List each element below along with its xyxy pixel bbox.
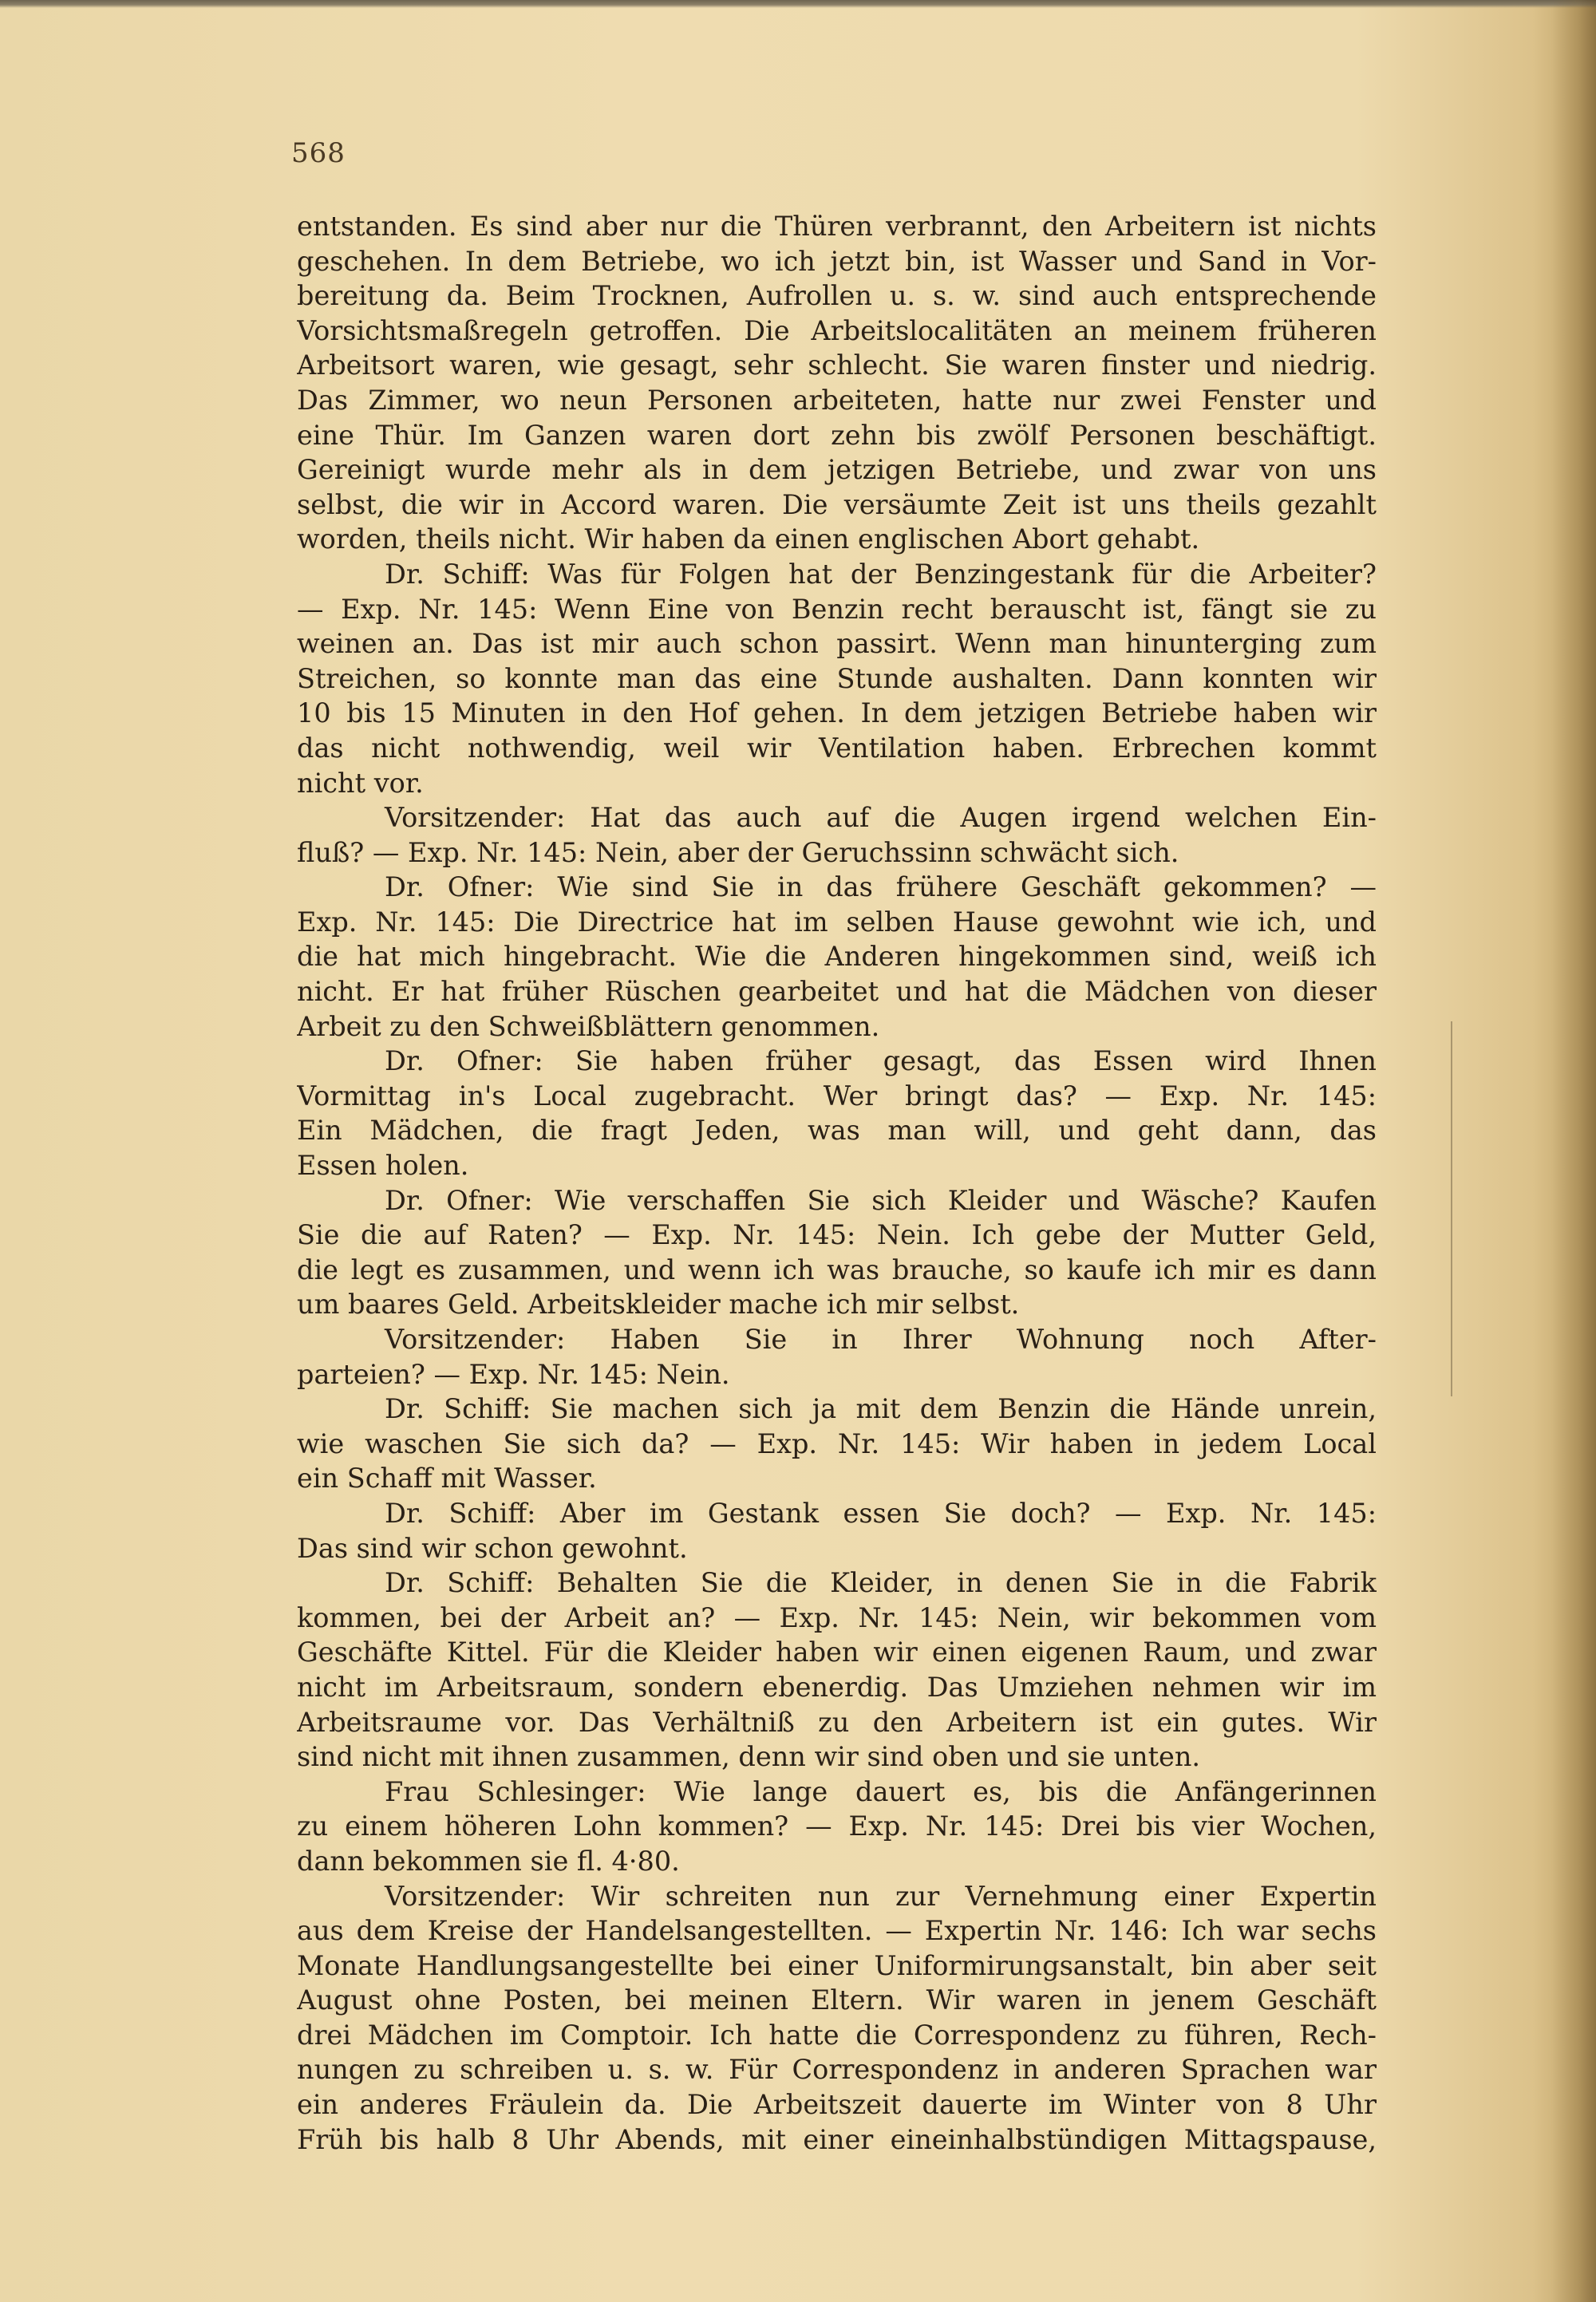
text-line: — Exp. Nr. 145: Wenn Eine von Benzin recht berauscht ist, fängt sie zu — [297, 593, 1377, 625]
text-line: Dr. Ofner: Wie sind Sie in das frühere Geschäft gekommen? — — [385, 871, 1377, 903]
text-line: Arbeit zu den Schweißblättern genommen. — [297, 1010, 880, 1042]
text-line: die hat mich hingebracht. Wie die Anderen hingekommen sind, weiß ich — [297, 941, 1377, 973]
text-line: Das Zimmer, wo neun Personen arbeiteten, hatte nur zwei Fenster und — [297, 384, 1377, 416]
text-line: Dr. Ofner: Wie verschaffen Sie sich Kleider und Wäsche? Kaufen — [385, 1184, 1377, 1216]
text-line: Dr. Schiff: Behalten Sie die Kleider, in denen Sie in die Fabrik — [385, 1567, 1377, 1599]
text-line: Ein Mädchen, die fragt Jeden, was man will, und geht dann, das — [297, 1115, 1377, 1147]
text-line: ein anderes Fräulein da. Die Arbeitszeit dauerte im Winter von 8 Uhr — [297, 2089, 1377, 2121]
text-line: Frau Schlesinger: Wie lange dauert es, bis die Anfängerinnen — [385, 1775, 1377, 1807]
text-line: Vorsitzender: Hat das auch auf die Augen irgend welchen Ein- — [385, 802, 1377, 834]
text-line: nicht vor. — [297, 767, 424, 799]
text-line: Sie die auf Raten? — Exp. Nr. 145: Nein. Ich gebe der Mutter Geld, — [297, 1219, 1377, 1251]
body-text — [297, 209, 1377, 2157]
text-line: dann bekommen sie fl. 4·80. — [297, 1845, 680, 1877]
text-line: das nicht nothwendig, weil wir Ventilation haben. Erbrechen kommt — [297, 732, 1377, 764]
text-line: Vormittag in's Local zugebracht. Wer bringt das? — Exp. Nr. 145: — [297, 1080, 1377, 1112]
text-line: Essen holen. — [297, 1150, 469, 1182]
text-line: August ohne Posten, bei meinen Eltern. Wir waren in jenem Geschäft — [297, 1984, 1377, 2016]
text-line: wie waschen Sie sich da? — Exp. Nr. 145: Wir haben in jedem Local — [297, 1427, 1377, 1459]
text-line: Vorsichtsmaßregeln getroffen. Die Arbeitslocalitäten an meinem früheren — [297, 314, 1377, 346]
page-top-edge — [0, 0, 1596, 8]
text-line: Exp. Nr. 145: Die Directrice hat im selben Hause gewohnt wie ich, und — [297, 906, 1377, 938]
text-line: kommen, bei der Arbeit an? — Exp. Nr. 145: Nein, wir bekommen vom — [297, 1601, 1377, 1633]
text-line: Arbeitsort waren, wie gesagt, sehr schlecht. Sie waren finster und niedrig. — [297, 349, 1377, 381]
text-line: Geschäfte Kittel. Für die Kleider haben wir einen eigenen Raum, und zwar — [297, 1637, 1377, 1668]
text-line: drei Mädchen im Comptoir. Ich hatte die Correspondenz zu führen, Rech- — [297, 2019, 1377, 2051]
text-line: fluß? — Exp. Nr. 145: Nein, aber der Geruchssinn schwächt sich. — [297, 836, 1179, 868]
text-line: 10 bis 15 Minuten in den Hof gehen. In dem jetzigen Betriebe haben wir — [297, 697, 1377, 729]
text-line: bereitung da. Beim Trocknen, Aufrollen u. s. w. sind auch entsprechende — [297, 280, 1377, 312]
text-line: Vorsitzender: Wir schreiten nun zur Vernehmung einer Expertin — [385, 1880, 1377, 1912]
text-line: Dr. Schiff: Sie machen sich ja mit dem Benzin die Hände unrein, — [385, 1393, 1377, 1425]
text-line: die legt es zusammen, und wenn ich was brauche, so kaufe ich mir es dann — [297, 1254, 1377, 1285]
text-line: nungen zu schreiben u. s. w. Für Correspondenz in anderen Sprachen war — [297, 2054, 1377, 2086]
text-line: entstanden. Es sind aber nur die Thüren verbrannt, den Arbeitern ist nichts — [297, 211, 1377, 242]
text-line: Streichen, so konnte man das eine Stunde aushalten. Dann konnten wir — [297, 662, 1377, 694]
page-binding-shadow — [1552, 0, 1596, 2302]
text-line: Dr. Ofner: Sie haben früher gesagt, das Essen wird Ihnen — [385, 1045, 1377, 1077]
text-line: parteien? — Exp. Nr. 145: Nein. — [297, 1358, 730, 1390]
text-line: Dr. Schiff: Was für Folgen hat der Benzingestank für die Arbeiter? — [385, 558, 1377, 590]
text-line: um baares Geld. Arbeitskleider mache ich mir selbst. — [297, 1289, 1020, 1321]
text-line: weinen an. Das ist mir auch schon passirt. Wenn man hinunterging zum — [297, 628, 1377, 660]
text-line: Gereinigt wurde mehr als in dem jetzigen Betriebe, und zwar von uns — [297, 454, 1377, 486]
text-line: aus dem Kreise der Handelsangestellten. — Expertin Nr. 146: Ich war sechs — [297, 1915, 1377, 1947]
text-line: Früh bis halb 8 Uhr Abends, mit einer eineinhalbstündigen Mittagspause, — [297, 2123, 1377, 2155]
text-line: zu einem höheren Lohn kommen? — Exp. Nr. 145: Drei bis vier Wochen, — [297, 1810, 1377, 1842]
text-line: Das sind wir schon gewohnt. — [297, 1532, 688, 1564]
page-number: 568 — [291, 137, 346, 169]
text-line: eine Thür. Im Ganzen waren dort zehn bis zwölf Personen beschäftigt. — [297, 419, 1377, 451]
text-line: geschehen. In dem Betriebe, wo ich jetzt bin, ist Wasser und Sand in Vor- — [297, 245, 1377, 277]
text-line: nicht. Er hat früher Rüschen gearbeitet und hat die Mädchen von dieser — [297, 976, 1377, 1008]
text-line: Monate Handlungsangestellte bei einer Uniformirungsanstalt, bin aber seit — [297, 1949, 1377, 1981]
text-line: worden, theils nicht. Wir haben da einen englischen Abort gehabt. — [297, 523, 1200, 555]
text-line: Dr. Schiff: Aber im Gestank essen Sie doch? — Exp. Nr. 145: — [385, 1497, 1377, 1529]
text-line: selbst, die wir in Accord waren. Die versäumte Zeit ist uns theils gezahlt — [297, 488, 1377, 520]
margin-mark — [1451, 1021, 1452, 1396]
text-line: ein Schaff mit Wasser. — [297, 1463, 597, 1495]
text-line: Arbeitsraume vor. Das Verhältniß zu den Arbeitern ist ein gutes. Wir — [297, 1706, 1377, 1738]
text-line: Vorsitzender: Haben Sie in Ihrer Wohnung noch After- — [385, 1324, 1377, 1355]
text-line: nicht im Arbeitsraum, sondern ebenerdig. Das Umziehen nehmen wir im — [297, 1671, 1377, 1703]
text-line: sind nicht mit ihnen zusammen, denn wir sind oben und sie unten. — [297, 1741, 1201, 1773]
